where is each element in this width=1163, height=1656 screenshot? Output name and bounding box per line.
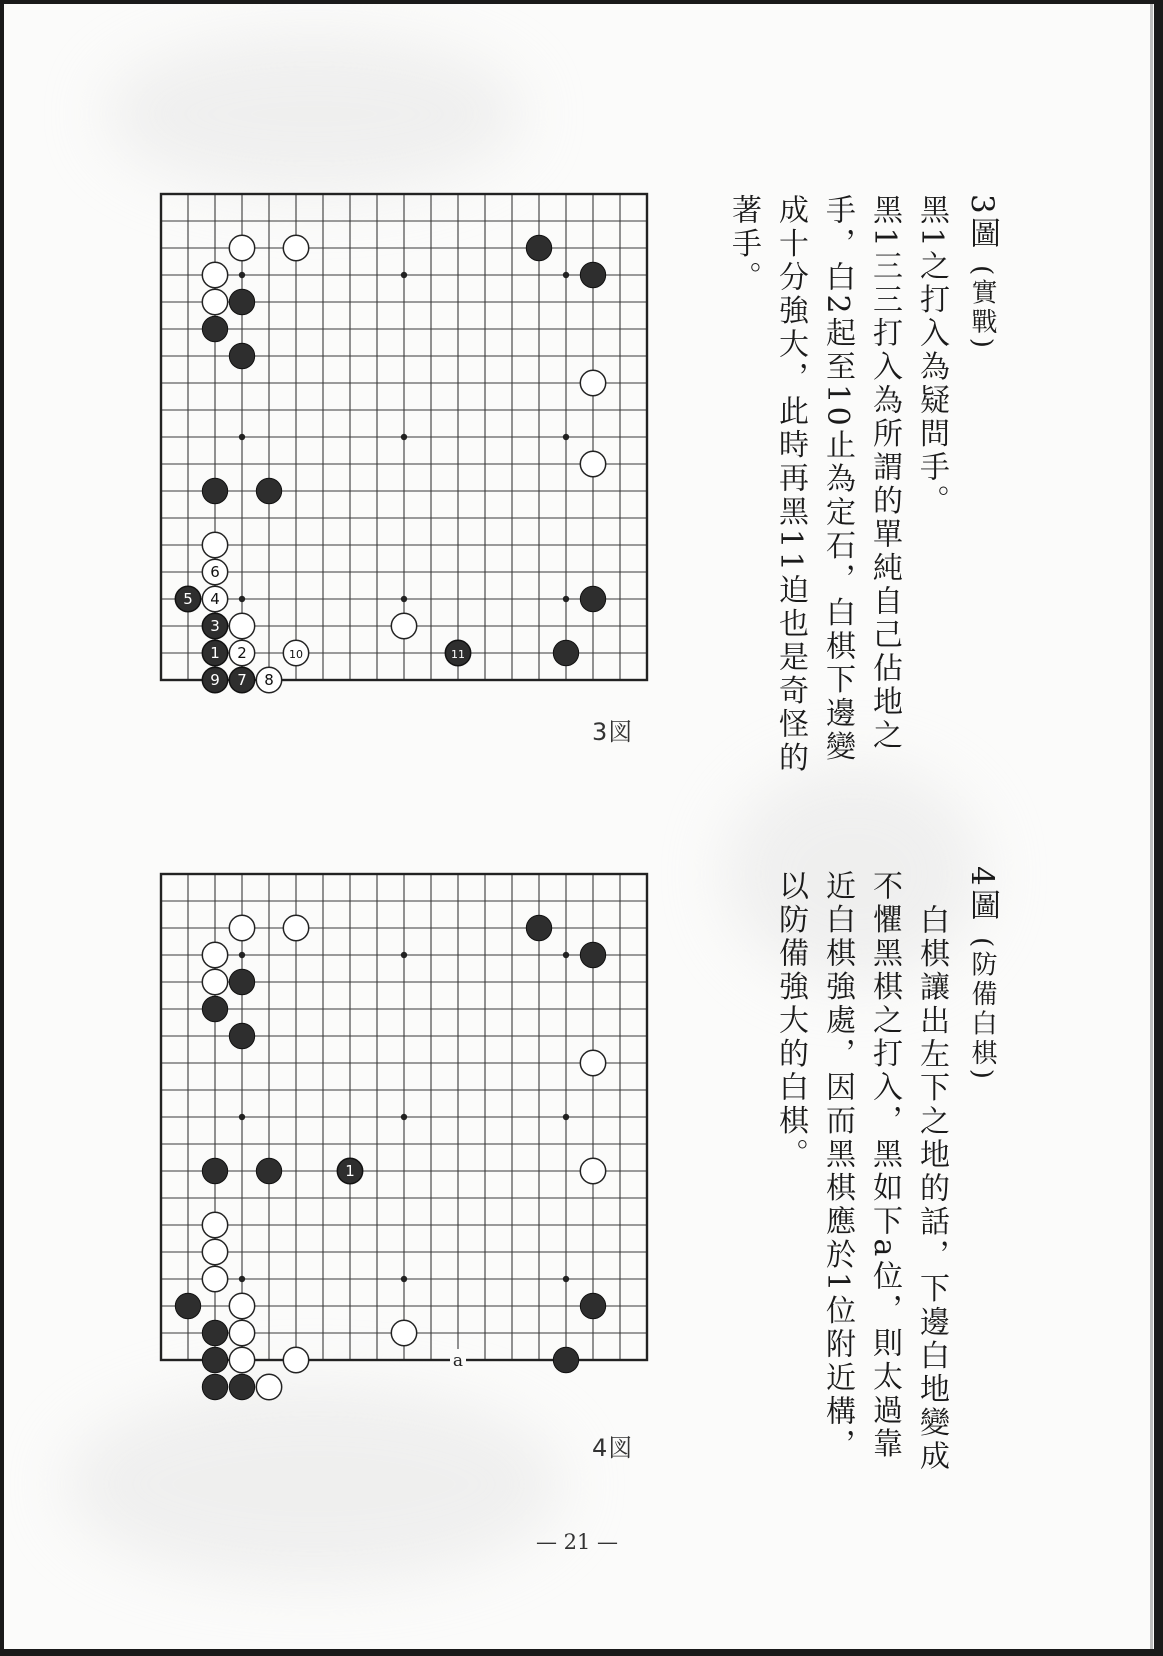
star-point bbox=[563, 272, 569, 278]
star-point bbox=[401, 1114, 407, 1120]
black-stone bbox=[526, 235, 551, 260]
white-stone bbox=[202, 1266, 227, 1291]
black-stone bbox=[229, 1023, 254, 1048]
figure-3-heading bbox=[964, 194, 1000, 352]
stone-move-number: 6 bbox=[210, 563, 220, 581]
figure-4-text-line: 不懼黑棋之打入，黑如下a位，則太過靠 bbox=[867, 870, 902, 1461]
white-stone bbox=[283, 1347, 308, 1372]
white-stone bbox=[256, 1374, 281, 1399]
white-stone bbox=[391, 613, 416, 638]
star-point bbox=[563, 596, 569, 602]
white-stone bbox=[229, 235, 254, 260]
white-stone bbox=[229, 1320, 254, 1345]
white-stone bbox=[202, 1212, 227, 1237]
star-point bbox=[401, 1276, 407, 1282]
black-stone bbox=[580, 1293, 605, 1318]
white-stone bbox=[229, 915, 254, 940]
figure-3-text-line: 手，白2起至10止為定石，白棋下邊變 bbox=[820, 194, 855, 765]
white-stone bbox=[229, 613, 254, 638]
figure-3-heading-number: 3 bbox=[964, 194, 1000, 218]
star-point bbox=[239, 1276, 245, 1282]
black-stone bbox=[580, 262, 605, 287]
black-stone bbox=[553, 1347, 578, 1372]
star-point bbox=[239, 434, 245, 440]
star-point bbox=[563, 1114, 569, 1120]
white-stone bbox=[202, 532, 227, 557]
black-stone bbox=[580, 586, 605, 611]
white-stone bbox=[283, 915, 308, 940]
star-point bbox=[239, 952, 245, 958]
figure-4-caption: 4図 bbox=[592, 1434, 634, 1462]
black-stone bbox=[202, 1347, 227, 1372]
white-stone bbox=[580, 1158, 605, 1183]
star-point bbox=[563, 434, 569, 440]
stone-move-number: 11 bbox=[451, 648, 465, 661]
black-stone bbox=[229, 969, 254, 994]
figure-4-heading bbox=[964, 866, 1000, 1083]
stone-move-number: 3 bbox=[210, 617, 220, 635]
white-stone bbox=[391, 1320, 416, 1345]
stone-move-number: 4 bbox=[210, 590, 220, 608]
stone-move-number: 9 bbox=[210, 671, 220, 689]
star-point bbox=[401, 434, 407, 440]
white-stone bbox=[229, 1293, 254, 1318]
black-stone bbox=[229, 343, 254, 368]
black-stone bbox=[202, 1158, 227, 1183]
star-point bbox=[239, 596, 245, 602]
black-stone bbox=[553, 640, 578, 665]
stone-move-number: 1 bbox=[210, 644, 220, 662]
figure-3-text-line: 成十分強大，此時再黑11迫也是奇怪的 bbox=[773, 194, 808, 776]
white-stone bbox=[202, 969, 227, 994]
white-stone bbox=[283, 235, 308, 260]
go-board-figure-4 bbox=[159, 872, 649, 1371]
star-point bbox=[239, 1114, 245, 1120]
white-stone bbox=[580, 1050, 605, 1075]
black-stone bbox=[526, 915, 551, 940]
figure-3-caption: 3図 bbox=[592, 718, 634, 746]
black-stone bbox=[202, 316, 227, 341]
black-stone bbox=[175, 1293, 200, 1318]
star-point bbox=[401, 952, 407, 958]
go-board-figure-3 bbox=[159, 192, 649, 689]
white-stone bbox=[229, 1347, 254, 1372]
figure-4-heading-subtitle: (防備白棋) bbox=[967, 937, 997, 1083]
star-point bbox=[563, 1276, 569, 1282]
figure-3-heading-word: 圖 bbox=[964, 217, 1000, 252]
black-stone bbox=[202, 1374, 227, 1399]
page-number: — 21 — bbox=[535, 1530, 619, 1554]
figure-4-text-line: 近白棋強處，因而黑棋應於1位附近構， bbox=[820, 870, 855, 1463]
stone-move-number: 8 bbox=[264, 671, 274, 689]
figure-4-heading-number: 4 bbox=[964, 866, 1000, 890]
white-stone bbox=[580, 370, 605, 395]
figure-3-text-line: 著手。 bbox=[726, 194, 761, 295]
black-stone bbox=[229, 289, 254, 314]
stone-move-number: 10 bbox=[289, 648, 303, 661]
black-stone bbox=[256, 1158, 281, 1183]
black-stone bbox=[229, 1374, 254, 1399]
white-stone bbox=[202, 262, 227, 287]
white-stone bbox=[202, 1239, 227, 1264]
figure-3-text-line: 黑1之打入為疑問手。 bbox=[914, 194, 949, 519]
page-fold-edge bbox=[1150, 4, 1153, 1649]
book-page bbox=[4, 4, 1154, 1649]
figure-4-text-line: 以防備強大的白棋。 bbox=[773, 870, 808, 1172]
board-point-label: a bbox=[452, 1351, 464, 1371]
star-point bbox=[563, 952, 569, 958]
black-stone bbox=[202, 478, 227, 503]
black-stone bbox=[202, 996, 227, 1021]
stone-move-number: 5 bbox=[183, 590, 193, 608]
star-point bbox=[239, 272, 245, 278]
figure-4-text-line: 白棋讓出左下之地的話，下邊白地變成 bbox=[914, 904, 949, 1474]
white-stone bbox=[202, 942, 227, 967]
black-stone bbox=[202, 1320, 227, 1345]
star-point bbox=[401, 272, 407, 278]
white-stone bbox=[202, 289, 227, 314]
black-stone bbox=[580, 942, 605, 967]
stone-move-number: 2 bbox=[237, 644, 247, 662]
figure-3-text-line: 黑1三三打入為所謂的單純自己佔地之 bbox=[867, 194, 902, 753]
figure-3-heading-subtitle: (實戰) bbox=[967, 265, 997, 352]
stone-move-number: 1 bbox=[345, 1162, 355, 1180]
white-stone bbox=[580, 451, 605, 476]
star-point bbox=[401, 596, 407, 602]
black-stone bbox=[256, 478, 281, 503]
stone-move-number: 7 bbox=[237, 671, 247, 689]
figure-4-heading-word: 圖 bbox=[964, 889, 1000, 924]
